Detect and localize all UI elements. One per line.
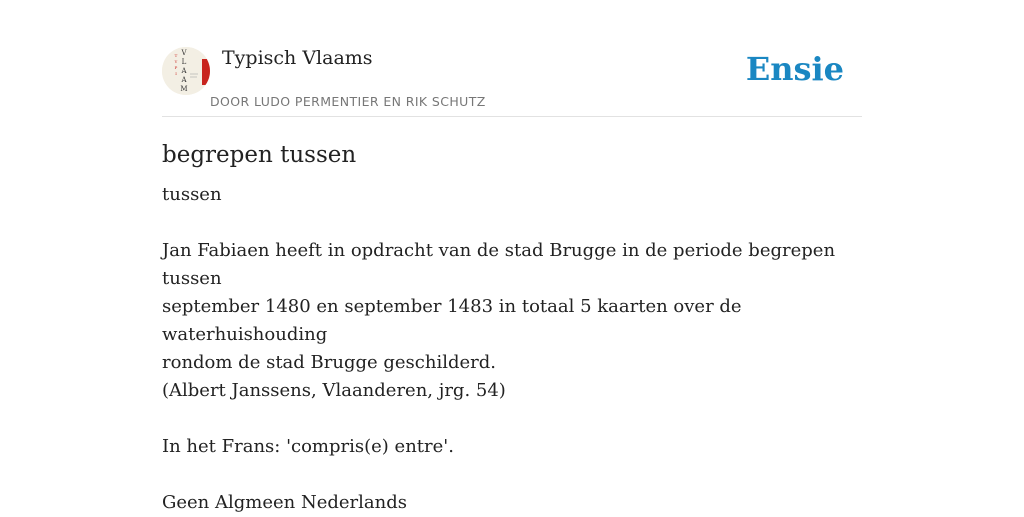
svg-text:L: L [181, 58, 187, 66]
svg-text:Y: Y [174, 59, 178, 64]
byline: DOOR LUDO PERMENTIER EN RIK SCHUTZ [210, 94, 486, 109]
svg-text:A: A [181, 76, 187, 84]
typisch-vlaams-book-cover-icon[interactable] [162, 47, 210, 95]
svg-text:P: P [174, 65, 178, 70]
entry-body [162, 181, 862, 517]
example-line: rondom de stad Brugge geschilderd. [162, 352, 496, 373]
svg-text:M: M [180, 85, 188, 93]
example-line: september 1480 en september 1483 in totaal 5 kaarten over de waterhuishouding [162, 296, 742, 345]
svg-text:A: A [181, 67, 187, 75]
header [162, 40, 862, 117]
svg-text:T: T [174, 53, 178, 58]
entry-title: begrepen tussen [162, 142, 357, 168]
book-title[interactable]: Typisch Vlaams [222, 47, 373, 69]
brand-logo-link[interactable]: Ensie [745, 50, 844, 88]
headword: tussen [162, 184, 222, 205]
example-line: Jan Fabiaen heeft in opdracht van de stad Brugge in de periode begrepen tussen [162, 240, 836, 289]
svg-text:I: I [175, 71, 177, 76]
svg-text:V: V [181, 49, 187, 57]
classification: Geen Algmeen Nederlands [162, 492, 407, 513]
source-citation: (Albert Janssens, Vlaanderen, jrg. 54) [162, 380, 506, 401]
french-note: In het Frans: 'compris(e) entre'. [162, 436, 454, 457]
page-container [162, 40, 862, 517]
